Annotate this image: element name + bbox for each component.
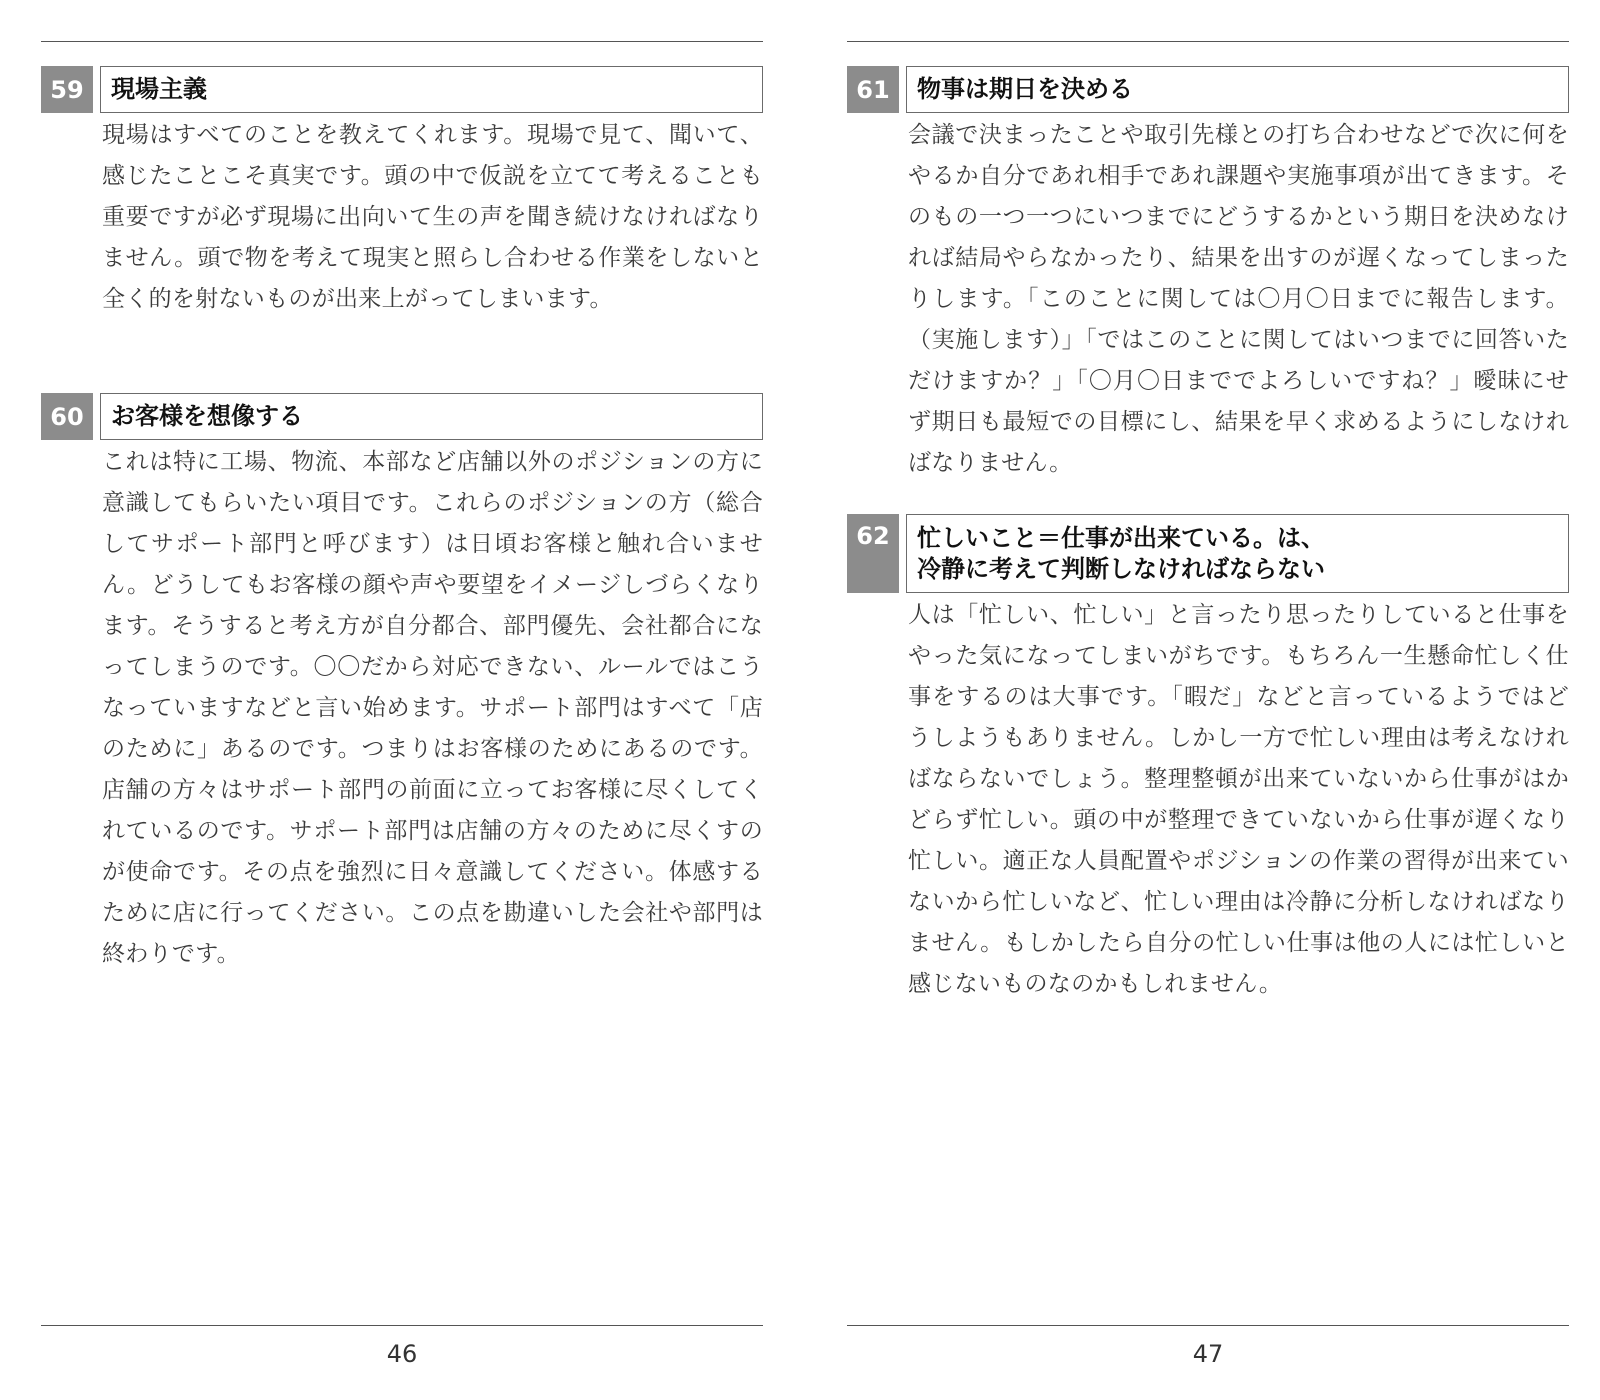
bottom-rule xyxy=(41,1325,763,1326)
page-left xyxy=(41,0,763,1400)
section-number: 62 xyxy=(847,514,899,593)
section-title: 物事は期日を決める xyxy=(917,75,1133,103)
section-title-box xyxy=(906,514,1569,593)
bottom-rule xyxy=(847,1325,1569,1326)
section-header xyxy=(41,393,763,440)
section-title-box xyxy=(100,393,763,440)
section-61 xyxy=(847,66,1569,484)
section-title-box xyxy=(100,66,763,113)
section-number: 60 xyxy=(41,393,93,440)
section-body: 人は「忙しい、忙しい」と言ったり思ったりしていると仕事をやった気になってしまいがちです。もちろん一生懸命忙しく仕事をするのは大事です。「暇だ」などと言っているようではどうしようもありません。しかし一方で忙しい理由は考えなければならないでしょう。整理整頓が出来ていないから仕事がはかどらず忙しい。頭の中が整理できていないから仕事が遅くなり忙しい。適正な人員配置やポジションの作業の習得が出来ていないから忙しいなど、忙しい理由は冷静に分析しなければなりません。もしかしたら自分の忙しい仕事は他の人には忙しいと感じないものなのかもしれません。 xyxy=(908,602,1569,997)
section-body: これは特に工場、物流、本部など店舗以外のポジションの方に意識してもらいたい項目です。これらのポジションの方（総合してサポート部門と呼びます）は日頃お客様と触れ合いません。どうしてもお客様の顔や声や要望をイメージしづらくなります。そうすると考え方が自分都合、部門優先、会社都合になってしまうのです。〇〇だから対応できない、ルールではこうなっていますなどと言い始めます。サポート部門はすべて「店のために」あるのです。つまりはお客様のためにあるのです。店舗の方々はサポート部門の前面に立ってお客様に尽くしてくれているのです。サポート部門は店舗の方々のために尽くすのが使命です。その点を強烈に日々意識してください。体感するために店に行ってください。この点を勘違いした会社や部門は終わりです。 xyxy=(102,449,763,967)
section-number: 59 xyxy=(41,66,93,113)
page-number: 46 xyxy=(386,1340,418,1368)
top-rule xyxy=(847,41,1569,42)
section-60 xyxy=(41,393,763,975)
section-body: 会議で決まったことや取引先様との打ち合わせなどで次に何をやるか自分であれ相手であれ課題や実施事項が出てきます。そのもの一つ一つにいつまでにどうするかという期日を決めなければ結局やらなかったり、結果を出すのが遅くなってしまったりします。「このことに関しては〇月〇日までに報告します。（実施します）」「ではこのことに関してはいつまでに回答いただけますか？」「〇月〇日まででよろしいですね？」曖昧にせず期日も最短での目標にし、結果を早く求めるようにしなければなりません。 xyxy=(908,122,1569,476)
section-title: お客様を想像する xyxy=(111,402,303,430)
section-title-box xyxy=(906,66,1569,113)
section-59 xyxy=(41,66,763,320)
section-body: 現場はすべてのことを教えてくれます。現場で見て、聞いて、感じたことこそ真実です。頭の中で仮説を立てて考えることも重要ですが必ず現場に出向いて生の声を聞き続けなければなりません。頭で物を考えて現実と照らし合わせる作業をしないと全く的を射ないものが出来上がってしまいます。 xyxy=(102,122,763,312)
page-number: 47 xyxy=(1192,1340,1224,1368)
section-header xyxy=(41,66,763,113)
section-62 xyxy=(847,514,1569,1005)
section-number: 61 xyxy=(847,66,899,113)
section-header xyxy=(847,514,1569,593)
page-right xyxy=(847,0,1569,1400)
top-rule xyxy=(41,41,763,42)
section-header xyxy=(847,66,1569,113)
section-title: 忙しいこと＝仕事が出来ている。は、 冷静に考えて判断しなければならない xyxy=(917,523,1325,583)
section-title: 現場主義 xyxy=(111,75,207,103)
